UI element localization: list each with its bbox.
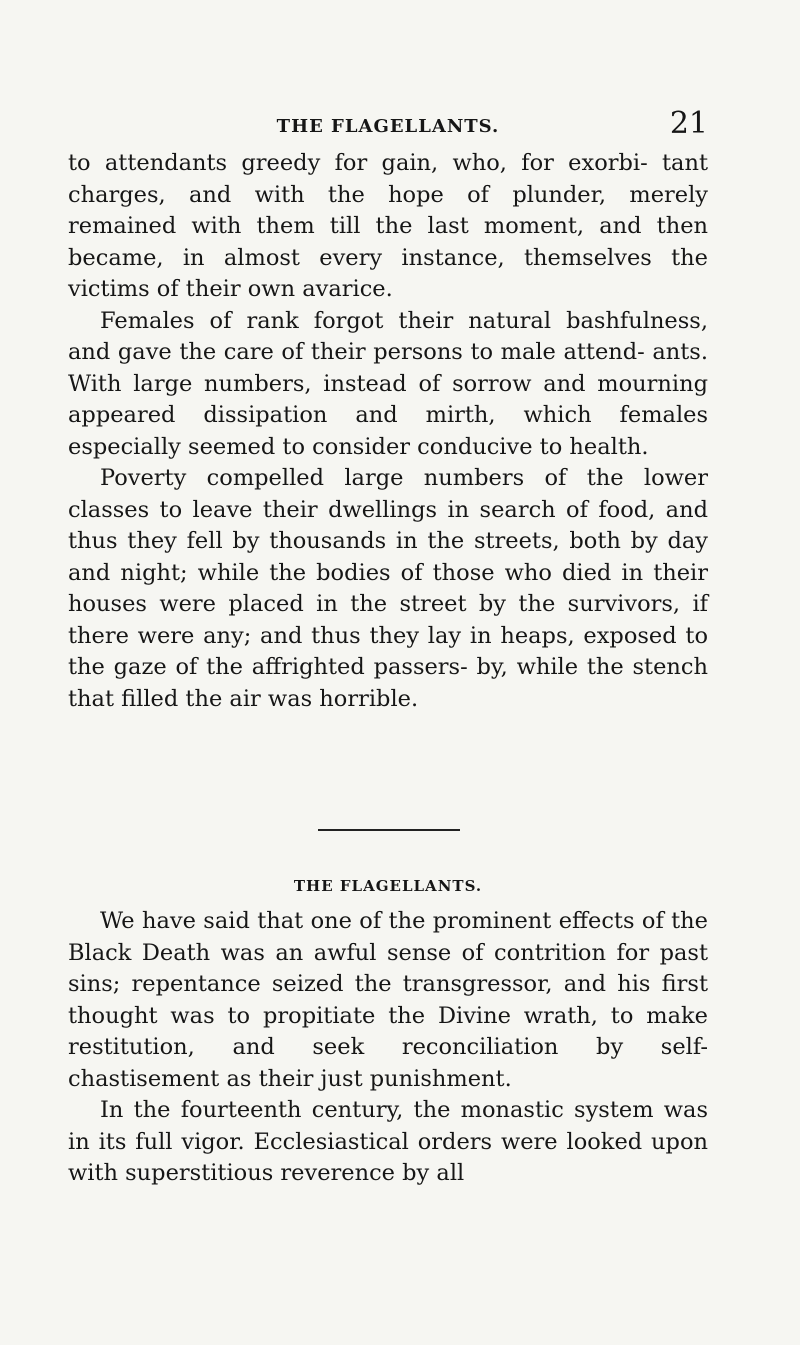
running-title: THE FLAGELLANTS. — [276, 116, 500, 137]
paragraph: In the fourteenth century, the monastic system was in its full vigor. Ecclesiastical orders were looked upon with superstitious reverence by all — [68, 1097, 708, 1186]
paragraph: We have said that one of the prominent effects of the Black Death was an awful sense of contrition for past sins; repentance seized the transgressor, and his first thought was to propitiate the Divine wrath, to make restitution, and seek reconciliation by self- chastisement as their just punishment. — [68, 908, 708, 1092]
paragraph: Poverty compelled large numbers of the lower classes to leave their dwellings in search of food, and thus they fell by thousands in the streets, both by day and night; while the bodies of those who died in their houses were placed in the street by the survivors, if there were any; and thus they lay in heaps, exposed to the gaze of the affrighted passers- by, while the stench that filled the air was horrible. — [68, 465, 708, 712]
paragraph: Females of rank forgot their natural bashfulness, and gave the care of their persons to male attend- ants. With large numbers, instead of sorrow and mourning appeared dissipation and mirth, which females especially seemed to consider conducive to health. — [68, 307, 708, 460]
section-heading: THE FLAGELLANTS. — [293, 877, 483, 895]
running-head — [68, 100, 708, 144]
paragraph: to attendants greedy for gain, who, for exorbi- tant charges, and with the hope of plunder, merely remained with them till the last moment, and then became, in almost every instance, themselves the victims of their own avarice. — [68, 150, 708, 302]
section-divider — [318, 829, 460, 831]
page-number: 21 — [669, 106, 708, 141]
body-text-section-2 — [68, 906, 708, 1190]
body-text-section-1 — [68, 148, 708, 715]
